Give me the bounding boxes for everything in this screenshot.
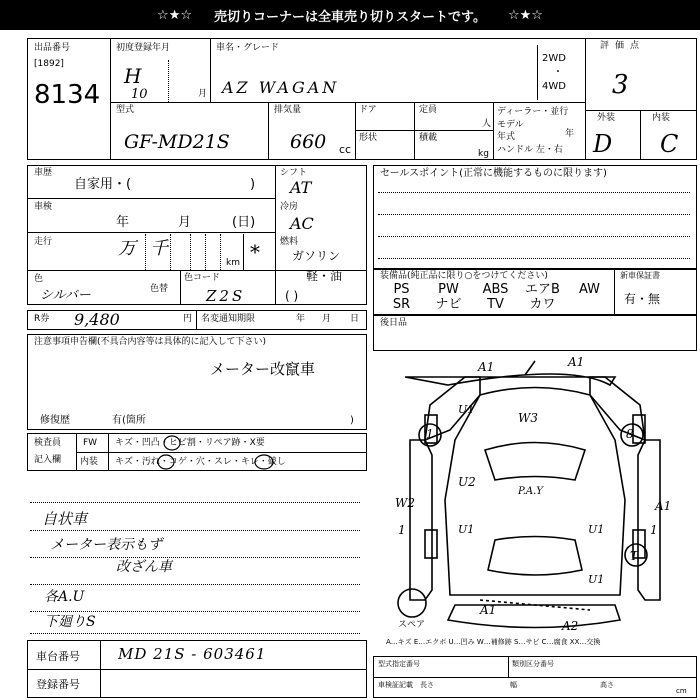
cc-label: 排気量 bbox=[274, 105, 302, 115]
repair-label: 修復歴 bbox=[40, 415, 70, 426]
caution-label: 注意事項申告欄(不具合内容等は具体的に記入して下さい) bbox=[34, 337, 267, 347]
weight-label: 積載 bbox=[419, 133, 438, 143]
equipment-1-1: ナビ bbox=[435, 297, 462, 312]
spare-label: スペア bbox=[398, 620, 426, 630]
registration-era: H bbox=[124, 64, 142, 88]
dims-cert-label: 車検証記載 bbox=[378, 681, 413, 689]
stars-right: ☆★☆ bbox=[507, 7, 543, 23]
notice-month: 月 bbox=[322, 314, 332, 324]
repair-close: ) bbox=[350, 415, 354, 426]
mileage-km: km bbox=[226, 258, 240, 268]
note-2: メーター表示もず bbox=[50, 537, 162, 553]
mark-roof: P.A.Y bbox=[518, 486, 543, 497]
exterior-label: 外装 bbox=[597, 113, 616, 123]
mark-u1-rear: U1 bbox=[588, 573, 605, 586]
caution-main: メーター改竄車 bbox=[210, 360, 316, 378]
registration-year: 10 bbox=[131, 87, 148, 102]
dims-class-no: 類別区分番号 bbox=[512, 660, 554, 668]
lot-label: 出品番号 bbox=[34, 43, 71, 53]
score-value: 3 bbox=[612, 70, 629, 100]
equipment-1-3: カワ bbox=[529, 297, 556, 312]
repair-value: 有(箇所 bbox=[112, 415, 146, 426]
mark-a1-rear: A1 bbox=[480, 603, 497, 617]
inspection-label: 車検 bbox=[34, 202, 53, 212]
handle-label: ハンドル 左・右 bbox=[497, 145, 563, 155]
score-label: 評価点 bbox=[600, 41, 646, 51]
inspector-in-items: キズ・汚れ・コゲ・穴・スレ・キレ・破し bbox=[115, 457, 286, 467]
mark-w3: W3 bbox=[518, 411, 538, 425]
inspection-month: 月 bbox=[178, 215, 192, 230]
mileage-sen: 千 bbox=[150, 238, 168, 259]
notice-year: 年 bbox=[296, 314, 306, 324]
lot-sub: [1892] bbox=[34, 59, 64, 69]
dims-height: 高さ bbox=[600, 681, 614, 689]
mileage-man: 万 bbox=[118, 238, 136, 259]
cc-unit: cc bbox=[339, 143, 352, 156]
equipment-0-1: PW bbox=[438, 282, 459, 297]
dealer-label: ディーラー・並行 bbox=[497, 107, 569, 117]
equipment-0-3: エアB bbox=[525, 282, 560, 297]
mark-a1-front: A1 bbox=[478, 360, 495, 374]
drive-4wd: 4WD bbox=[542, 81, 566, 92]
note-5: 下廻りS bbox=[44, 614, 96, 630]
shift-label: シフト bbox=[280, 168, 308, 178]
inspection-year: 年 bbox=[116, 215, 130, 230]
mark-w2: W2 bbox=[395, 496, 415, 510]
mark-eight-right: 8 bbox=[626, 427, 634, 441]
dims-width: 幅 bbox=[510, 681, 517, 689]
mark-one-left: 1 bbox=[426, 427, 434, 441]
recycle-unit: 円 bbox=[183, 314, 193, 324]
spare-tire bbox=[398, 589, 426, 617]
notice-label: 名変通知期限 bbox=[201, 314, 256, 324]
shape-label: 形状 bbox=[359, 133, 378, 143]
chassis-value: MD 21S - 603461 bbox=[118, 645, 267, 663]
mark-a1-top: A1 bbox=[568, 355, 585, 369]
rear-bumper-outline bbox=[448, 605, 620, 628]
capacity-label: 定員 bbox=[419, 105, 438, 115]
mileage-label: 走行 bbox=[34, 237, 53, 247]
car-name: AZ WAGAN bbox=[222, 78, 340, 97]
recycle-value: 9,480 bbox=[74, 310, 120, 329]
inspector-fw: FW bbox=[83, 438, 98, 448]
inspector-in: 内装 bbox=[80, 457, 99, 467]
banner-text: 売切りコーナーは全車売り切りスタートです。 bbox=[214, 9, 486, 25]
drive-2wd: 2WD bbox=[542, 53, 566, 64]
ac-value: AC bbox=[290, 214, 314, 233]
inspector-fw-items: キズ・凹凸・ヒビ割・リペア跡・X要 bbox=[115, 438, 265, 448]
first-registration-label: 初度登録年月 bbox=[116, 43, 171, 53]
sales-label: セールスポイント(正常に機能するものに限ります) bbox=[380, 168, 607, 179]
fuel-paren: ( ) bbox=[285, 289, 299, 303]
mark-u1-a: U1 bbox=[458, 523, 475, 536]
late-item-label: 後日品 bbox=[380, 318, 408, 328]
registration-label: 登録番号 bbox=[36, 678, 80, 691]
interior-label: 内装 bbox=[652, 113, 671, 123]
fuel-alt: 軽・油 bbox=[306, 269, 343, 283]
recycle-label: R券 bbox=[34, 314, 50, 324]
warranty-value: 有・無 bbox=[624, 292, 661, 306]
dealer-model: モデル bbox=[497, 120, 524, 130]
note-4: 各A.U bbox=[44, 589, 85, 605]
equipment-0-0: PS bbox=[393, 282, 410, 297]
equipment-0-4: AW bbox=[578, 282, 601, 297]
dealer-year-unit: 年 bbox=[565, 129, 575, 139]
dims-cm: cm bbox=[676, 687, 687, 695]
mark-u2: U2 bbox=[458, 475, 476, 489]
dims-model-no: 型式指定番号 bbox=[378, 660, 420, 668]
car-damage-diagram bbox=[370, 355, 700, 645]
ac-label: 冷房 bbox=[280, 202, 299, 212]
inspector-label-1: 検査員 bbox=[34, 438, 62, 448]
car-name-label: 車名・グレード bbox=[216, 43, 280, 53]
mark-a1-right: A1 bbox=[655, 499, 672, 513]
dims-length: 長さ bbox=[420, 681, 434, 689]
notice-day: 日 bbox=[350, 314, 360, 324]
history-close: ) bbox=[250, 177, 256, 192]
color-label: 色 bbox=[34, 274, 44, 284]
mileage-mark: * bbox=[250, 240, 260, 264]
note-1: 自状車 bbox=[42, 510, 88, 528]
fuel-label: 燃料 bbox=[280, 237, 299, 247]
left-side-outline bbox=[410, 440, 432, 600]
model-value: GF-MD21S bbox=[124, 131, 230, 153]
color-code-label: 色コード bbox=[184, 273, 221, 283]
damage-legend: A…キズ E…エクボ U…凹み W…補修跡 S…サビ C…腐食 XX…交換 bbox=[386, 638, 601, 646]
cc-value: 660 bbox=[290, 131, 327, 153]
exterior-value: D bbox=[593, 130, 613, 158]
mark-u1-hood: U1 bbox=[458, 403, 475, 416]
door-label: ドア bbox=[359, 105, 377, 115]
mark-u1-b: U1 bbox=[588, 523, 605, 536]
right-side-outline bbox=[638, 440, 660, 600]
color-code: Z2S bbox=[206, 287, 246, 305]
registration-month-unit: 月 bbox=[198, 89, 208, 99]
mark-one-left-b: 1 bbox=[398, 523, 406, 537]
mark-t: T bbox=[630, 549, 639, 563]
rear-left-wheel bbox=[425, 530, 437, 558]
front-bumper-outline bbox=[405, 374, 615, 385]
weight-unit: kg bbox=[478, 149, 489, 159]
history-value: 自家用・( bbox=[74, 177, 132, 192]
model-label: 型式 bbox=[116, 105, 135, 115]
mark-one-right: 1 bbox=[650, 523, 658, 537]
stars-left: ☆★☆ bbox=[157, 7, 193, 23]
interior-value: C bbox=[660, 130, 679, 158]
inspection-day: (日) bbox=[232, 215, 256, 230]
fuel-value: ガソリン bbox=[292, 249, 341, 263]
capacity-unit: 人 bbox=[482, 119, 492, 129]
mark-a2: A2 bbox=[562, 619, 579, 633]
chassis-label: 車台番号 bbox=[36, 650, 80, 663]
color-value: シルバー bbox=[40, 288, 91, 303]
drive-dot: ・ bbox=[553, 67, 563, 78]
lot-number: 8134 bbox=[34, 80, 101, 110]
inspector-label-2: 記入欄 bbox=[34, 455, 62, 465]
color-change-label: 色替 bbox=[150, 284, 169, 294]
windshield-outline bbox=[485, 443, 585, 481]
equipment-0-2: ABS bbox=[482, 282, 509, 297]
shift-value: AT bbox=[290, 178, 312, 197]
equipment-1-0: SR bbox=[392, 297, 411, 312]
warranty-label: 新車保証書 bbox=[620, 271, 660, 280]
equipment-label: 装備品(純正品に限り○をつけてください) bbox=[380, 271, 548, 281]
equipment-1-2: TV bbox=[487, 297, 504, 312]
note-3: 改ざん車 bbox=[116, 559, 172, 575]
history-label: 車歴 bbox=[34, 168, 53, 178]
rear-window-outline bbox=[488, 537, 582, 576]
dealer-year: 年式 bbox=[497, 132, 516, 142]
